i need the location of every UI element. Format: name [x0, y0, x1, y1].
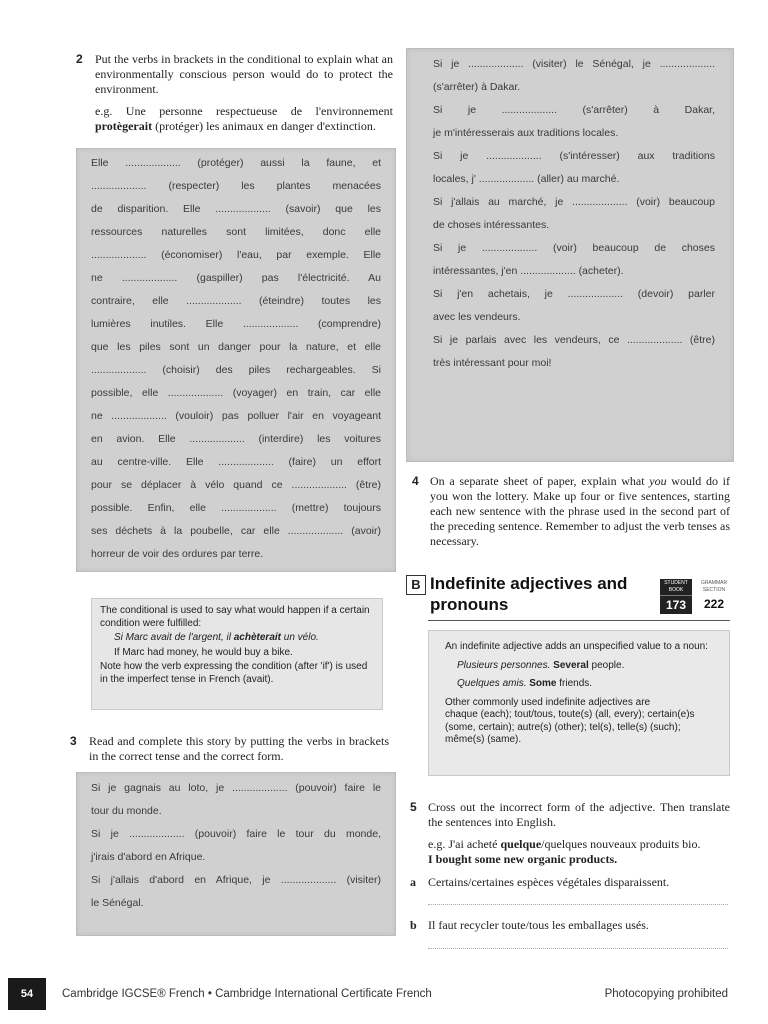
student-book-badge — [660, 579, 692, 613]
text-line: Si j'en achetais, je ................... (devoir) parler — [433, 288, 715, 300]
rule-example-french — [114, 632, 374, 645]
text-line: possible. Enfin, elle ................... (mettre) toujours — [91, 502, 381, 514]
indef-other-intro: Other commonly used indefinite adjectives are — [445, 696, 651, 708]
text-line: Si j'allais au marché, je ................... (voir) beaucoup — [433, 196, 715, 208]
text-line: (s'arrêter) à Dakar. — [433, 81, 521, 93]
page-number: 54 — [8, 978, 46, 1010]
indef-ex1-en-rest: people. — [591, 659, 625, 671]
text-line: tour du monde. — [91, 805, 162, 817]
page-footer — [0, 978, 768, 1024]
indef-ex2-en-rest: friends. — [559, 678, 593, 689]
item-a-answer-line[interactable] — [428, 904, 728, 905]
text-line: Si je ................... (visiter) le Sénégal, je ................... — [433, 58, 715, 70]
text-line: possible, elle ................... (voyager) en train, car elle — [91, 387, 381, 399]
book-title: Cambridge IGCSE® French • Cambridge International Certificate French — [62, 988, 432, 1000]
exercise-2-passage-box — [76, 148, 396, 572]
section-b-title — [430, 573, 660, 615]
indef-example-1 — [457, 660, 717, 673]
text-line: avec les vendeurs. — [433, 311, 521, 323]
indef-list: chaque (each); tout/tous, toute(s) (all, every); certain(e)s (some, certain); autre(s) (other); tel(s), telle(s) (such); même(s) (same). — [445, 709, 695, 745]
indef-ex1-fr: Plusieurs personnes. — [457, 659, 551, 671]
text-line: ne ................... (gaspiller) pas l'électricité. Au — [91, 272, 381, 284]
exercise-2-instruction-text: Put the verbs in brackets in the conditional to explain what an environmentally conscious person would do to protect the environment. — [95, 52, 393, 96]
text-line: le Sénégal. — [91, 897, 144, 909]
student-book-page: 173 — [660, 595, 692, 614]
text-line: ................... (respecter) les plantes menacées — [91, 180, 381, 192]
exercise-3-instruction: Read and complete this story by putting the verbs in brackets in the correct tense and the correct form. — [89, 734, 389, 763]
ex5-example-translation: I bought some new organic products. — [428, 852, 618, 866]
item-a-text: Certains/certaines espèces végétales disparaissent. — [428, 875, 670, 889]
exercise-3-right-box — [406, 48, 734, 462]
text-line: contraire, elle ................... (éteindre) toutes les — [91, 295, 381, 307]
text-line: que les piles sont un danger pour la nature, et elle — [91, 341, 381, 353]
text-line: ................... (choisir) des piles rechargeables. Si — [91, 364, 381, 376]
item-b-answer-line[interactable] — [428, 948, 728, 949]
text-line: Si je gagnais au loto, je ................... (pouvoir) faire le — [91, 782, 381, 794]
text-line: Si je ................... (pouvoir) faire le tour du monde, — [91, 828, 381, 840]
conditional-rule-box — [91, 598, 383, 710]
text-line: ressources naturelles sont limitées, donc elle — [91, 226, 381, 238]
indef-example-2 — [457, 678, 717, 691]
rule-note: Note how the verb expressing the condition (after 'if') is used in the imperfect tense in French (avait). — [100, 661, 368, 685]
exercise-5-number: 5 — [410, 800, 417, 814]
exercise-2-example — [95, 104, 393, 134]
item-a-label: a — [410, 875, 416, 889]
text-line: ne ................... (vouloir) pas polluer l'air en voyageant — [91, 410, 381, 422]
text-line: Si je ................... (voir) beaucoup de choses — [433, 242, 715, 254]
text-line: Si je ................... (s'arrêter) à Dakar, — [433, 104, 715, 116]
indef-ex2-fr: Quelques amis. — [457, 678, 527, 689]
indef-rule-intro: An indefinite adjective adds an unspecified value to a noun: — [445, 641, 708, 652]
text-line: pour se déplacer à vélo quand ce ................... (être) — [91, 479, 381, 491]
indef-ex1-en: Several — [553, 659, 589, 671]
example-prefix: e.g. Une personne respectueuse de l'environnement — [95, 104, 393, 118]
rule-intro: The conditional is used to say what would happen if a certain condition were fulfilled: — [100, 605, 370, 629]
text-line: lumières inutiles. Elle ................... (comprendre) — [91, 318, 381, 330]
section-b-title-line2: pronouns — [430, 595, 509, 614]
text-line: Si j'allais d'abord en Afrique, je ................... (visiter) — [91, 874, 381, 886]
item-b-text: Il faut recycler toute/tous les emballages usés. — [428, 918, 649, 932]
rule-ex-fr-a: Si Marc avait de l'argent, il — [114, 632, 231, 643]
exercise-4-number: 4 — [412, 474, 419, 488]
section-b-title-line1: Indefinite adjectives and — [430, 574, 628, 593]
photocopy-notice: Photocopying prohibited — [604, 988, 728, 1000]
exercise-2-number: 2 — [76, 52, 83, 66]
exercise-2-instruction — [95, 52, 393, 97]
exercise-4-text-b: would do if you won the lottery. Make up four or five sentences, starting each new sentence with the phrase used in the second part of the preceding sentence. Remember to adjust the verb tenses as necessary. — [430, 474, 730, 548]
text-line: horreur de voir des ordures par terre. — [91, 548, 264, 560]
rule-example-english: If Marc had money, he would buy a bike. — [114, 646, 293, 658]
text-line: locales, j' ................... (aller) au marché. — [433, 173, 620, 185]
text-line: de choses intéressantes. — [433, 219, 550, 231]
text-line: je m'intéresserais aux traditions locales. — [433, 127, 619, 139]
text-line: Si je ................... (s'intéresser) aux traditions — [433, 150, 715, 162]
exercise-4-emphasis: you — [649, 474, 667, 488]
indef-ex2-en: Some — [529, 678, 557, 689]
text-line: de disparition. Elle ................... (savoir) que les — [91, 203, 381, 215]
text-line: ses déchets à la poubelle, car elle ................... (avoir) — [91, 525, 381, 537]
item-b-label: b — [410, 918, 417, 932]
example-bold-verb: protègerait — [95, 119, 153, 133]
exercise-5-instruction: Cross out the incorrect form of the adjective. Then translate the sentences into English. — [428, 800, 730, 829]
text-line: en avion. Elle ................... (interdire) les voitures — [91, 433, 381, 445]
text-line: très intéressant pour moi! — [433, 357, 552, 369]
text-line: intéressantes, j'en ................... (acheter). — [433, 265, 624, 277]
section-b-letter: B — [406, 575, 426, 595]
grammar-section-badge — [697, 579, 731, 613]
section-b-rule-line — [428, 620, 730, 621]
student-book-label: STUDENT BOOK — [660, 579, 692, 595]
exercise-4-instruction — [430, 474, 730, 549]
indefinite-rule-box — [428, 630, 730, 776]
rule-ex-fr-b: un vélo. — [283, 632, 319, 643]
ex5-example-suffix: /quelques nouveaux produits bio. — [541, 837, 701, 851]
text-line: j'irais d'abord en Afrique. — [91, 851, 206, 863]
exercise-3-number: 3 — [70, 734, 77, 748]
rule-ex-fr-bold: achèterait — [233, 632, 281, 643]
exercise-3-left-box — [76, 772, 396, 936]
grammar-section-page: 222 — [703, 597, 725, 611]
text-line: Elle ................... (protéger) aussi la faune, et — [91, 157, 381, 169]
exercise-4-text-a: On a separate sheet of paper, explain what — [430, 474, 645, 488]
ex5-example-prefix: e.g. J'ai acheté — [428, 837, 498, 851]
example-suffix: (protéger) les animaux en danger d'extinction. — [155, 119, 376, 133]
ex5-example-bold: quelque — [500, 837, 542, 851]
grammar-section-label: GRAMMAR SECTION — [700, 580, 728, 593]
exercise-5-example — [428, 837, 730, 867]
text-line: ................... (économiser) l'eau, par exemple. Elle — [91, 249, 381, 261]
text-line: au centre-ville. Elle ................... (faire) un effort — [91, 456, 381, 468]
text-line: Si je parlais avec les vendeurs, ce ................... (être) — [433, 334, 715, 346]
